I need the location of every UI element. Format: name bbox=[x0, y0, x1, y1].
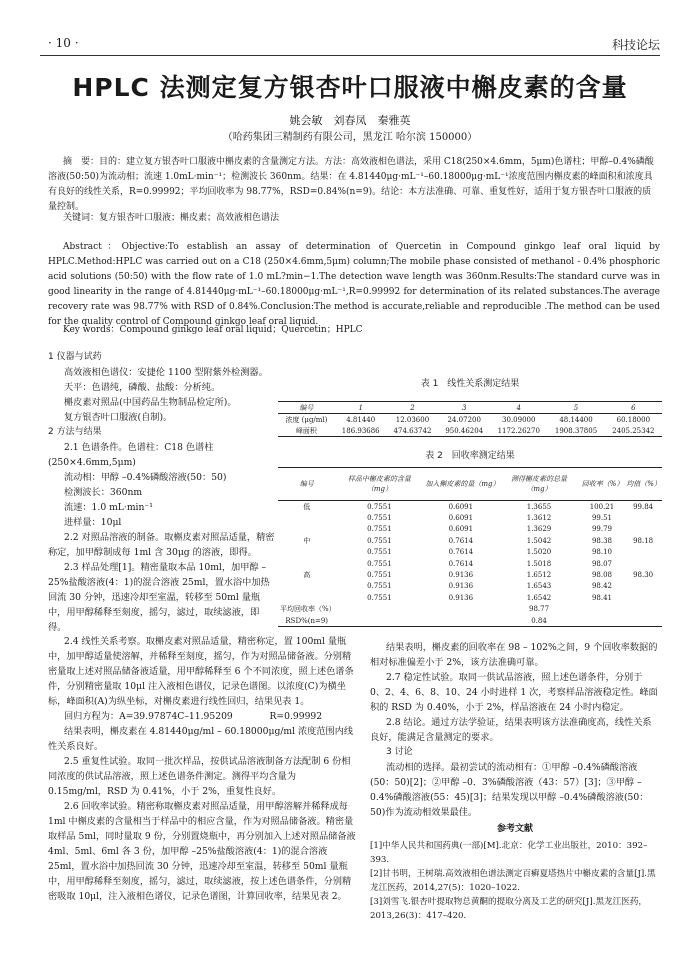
table-header-cell: 6 bbox=[605, 402, 662, 414]
table-cell: 98.30 bbox=[633, 571, 654, 580]
table-cell: 30.09000 bbox=[502, 415, 536, 424]
table-header-cell: 编号 bbox=[278, 402, 335, 414]
table-cell bbox=[278, 512, 335, 523]
abstract-cn: 摘 要：目的：建立复方银杏叶口服液中槲皮素的含量测定方法。方法：高效液相色谱法，采用 C18(250×4.6mm，5μm)色谱柱；甲醇–0.4%磷酸溶液(50:50)为流动相；流速 1.0mL·min⁻¹；检测波长 360nm。结果：在 4.81440μg·mL⁻¹–60.18000μg·mL⁻¹浓度范围内槲皮素的峰面积和浓度具有良好的线性关系，R=0.99992；平均回收率为 98.77%，RSD=0.84%(n=9)。结论：本方法准确、可靠、重复性好，适用于复方银杏叶口服液的质量控制。 bbox=[48, 157, 654, 212]
reference-item: [2]甘书明，王树瑞.高效液相色谱法测定百癣夏塔热片中槲皮素的含量[J].黑龙江医药，2014,27(5)：1020–1022. bbox=[370, 869, 656, 893]
paragraph: 2.2 对照品溶液的制备。取槲皮素对照品适量，精密称定，加甲醇制成每 1ml 含 30μg 的溶液，即得。 bbox=[48, 532, 275, 558]
paragraph: 结果表明，槲皮素的回收率在 98 – 102%之间，9 个回收率数据的相对标准偏差小于 2%，该方法准确可靠。 bbox=[370, 642, 658, 668]
table-cell: 0.6091 bbox=[448, 502, 474, 511]
paragraph: 结果表明，槲皮素在 4.81440μg/ml – 60.18000μg/ml 浓度范围内线性关系良好。 bbox=[48, 726, 354, 752]
journal-name: 科技论坛 bbox=[611, 38, 660, 52]
table-header-cell: 编号 bbox=[278, 468, 335, 501]
table-2-grid bbox=[278, 467, 662, 627]
table-cell: 1.6543 bbox=[526, 582, 552, 591]
table-cell bbox=[423, 604, 498, 615]
table-row bbox=[278, 535, 662, 546]
table-cell: 48.14400 bbox=[559, 415, 593, 424]
article-title: HPLC 法测定复方银杏叶口服液中槲皮素的含量 bbox=[72, 73, 628, 102]
table-row bbox=[278, 558, 662, 569]
paragraph: 2.3 样品处理[1]。精密量取本品 10ml，加甲醇 –25%盐酸溶液(4：1)的混合溶液 25ml，置水浴中加热回流 30 分钟，迅速冷却至室温，转移至 50ml 量瓶中，用甲醇稀释至刻度，摇匀，滤过，取续滤液，即得。 bbox=[48, 562, 270, 633]
table-cell: 中 bbox=[303, 536, 311, 545]
left-column bbox=[48, 350, 276, 635]
table-cell: 0.7551 bbox=[367, 582, 392, 591]
table-cell bbox=[278, 547, 335, 558]
table-cell: RSD%(n=9) bbox=[278, 615, 335, 627]
table-cell: 474.63742 bbox=[387, 425, 439, 437]
paragraph: 2.6 回收率试验。精密称取槲皮素对照品适量，用甲醇溶解并稀释成每 1ml 中槲皮素的含量相当于样品中的相应含量，作为对照品储备液。精密量取样品 5ml，同时量取 9 份，分别置烧瓶中，再分别加入上述对照品储备液 4ml、5ml、6ml 各 3 份，加甲醇 –25%盐酸溶液(4：1)的混合溶液 25ml，置水浴中加热回流 30 分钟，迅速冷却至室温，转移至 50ml 量瓶中，用甲醇稀释至刻度，摇匀，滤过，取续滤液，按上述色谱条件，分别精密吸取 10μl，注入液相色谱仪，记录色谱图，计算回收率，结果见表 2。 bbox=[48, 801, 356, 902]
table-cell: 0.7551 bbox=[367, 571, 392, 580]
table-cell: 1.3629 bbox=[526, 525, 552, 534]
paragraph: 进样量：10μl bbox=[64, 517, 122, 528]
paragraph: 2.4 线性关系考察。取槲皮素对照品适量，精密称定，置 100ml 量瓶中，加甲醇适量使溶解，并稀释至刻度，摇匀，作为对照品储备液。分别精密量取上述对照品储备液适量，用甲醇稀释至 6 个不同浓度，照上述色谱条件，分别精密量取 10μl 注入液相色谱仪，记录色谱图。以浓度(C)为横坐标，峰面积(A)为纵坐标，对槲皮素进行线性回归，结果见表 1。 bbox=[48, 636, 354, 707]
table-row bbox=[278, 524, 662, 535]
table-cell: 0.9136 bbox=[448, 582, 474, 591]
table-row bbox=[278, 592, 662, 603]
authors: 姚会敏 刘春凤 秦雅英 bbox=[289, 114, 411, 127]
regression-equation: 回归方程为：A=39.97874C–11.95209 R=0.99992 bbox=[64, 711, 323, 722]
references-title: 参考文献 bbox=[496, 824, 533, 834]
table-cell: 60.18000 bbox=[616, 415, 651, 424]
table-cell bbox=[423, 615, 498, 627]
table-cell: 1908.37805 bbox=[547, 425, 604, 437]
keywords-cn: 关键词：复方银杏叶口服液；槲皮素；高效液相色谱法 bbox=[63, 213, 280, 223]
table-header-cell: 1 bbox=[335, 402, 387, 414]
table-row bbox=[278, 425, 662, 437]
table-cell: 98.77 bbox=[528, 605, 550, 614]
table-row bbox=[278, 512, 662, 523]
section-heading: 2 方法与结果 bbox=[48, 427, 102, 437]
table-row bbox=[278, 615, 662, 627]
table-cell: 0.7614 bbox=[448, 548, 474, 557]
table-cell bbox=[580, 615, 625, 627]
table-1 bbox=[278, 376, 662, 437]
table-cell: 0.7551 bbox=[367, 559, 392, 568]
table-cell: 1.5042 bbox=[526, 536, 552, 545]
table-cell bbox=[335, 615, 423, 627]
table-cell bbox=[278, 581, 335, 592]
table-cell: 0.9136 bbox=[448, 571, 474, 580]
paragraph: 2.1 色谱条件。色谱柱：C18 色谱柱 (250×4.6mm,5μm) bbox=[48, 442, 214, 468]
paragraph: 槲皮素对照品(中国药品生物制品检定所)。 bbox=[64, 397, 237, 408]
table-cell: 1.5018 bbox=[526, 559, 552, 568]
table-cell bbox=[624, 615, 662, 627]
table-cell: 4.81440 bbox=[346, 415, 376, 424]
table-cell: 12.03600 bbox=[395, 415, 430, 424]
table-1-title: 表 1 线性关系测定结果 bbox=[420, 379, 520, 389]
reference-item: [1]中华人民共和国药典(一部)[M].北京：化学工业出版社，2010：392–393. bbox=[370, 841, 648, 865]
header-rule bbox=[40, 55, 660, 56]
table-cell: 0.84 bbox=[498, 615, 579, 627]
table-cell: 1.6542 bbox=[526, 593, 552, 602]
bottom-right-column bbox=[370, 640, 660, 923]
table-cell bbox=[624, 524, 662, 535]
table-row bbox=[278, 414, 662, 426]
keywords-en: Key words：Compound ginkgo leaf oral liquid；Quercetin；HPLC bbox=[63, 325, 363, 335]
table-row bbox=[278, 604, 662, 615]
table-cell: 2405.25342 bbox=[605, 425, 662, 437]
affiliation: （哈药集团三精制药有限公司，黑龙江 哈尔滨 150000） bbox=[222, 132, 478, 143]
table-header-cell: 2 bbox=[387, 402, 439, 414]
table-cell: 24.07200 bbox=[447, 415, 481, 424]
table-cell: 平均回收率（%） bbox=[280, 605, 336, 614]
table-cell: 0.7551 bbox=[367, 514, 392, 523]
table-cell bbox=[278, 524, 335, 535]
table-row bbox=[278, 501, 662, 513]
table-header-cell: 加入槲皮素的量（mg） bbox=[423, 468, 498, 501]
table-cell: 0.7551 bbox=[367, 502, 392, 511]
table-cell: 98.38 bbox=[591, 536, 612, 545]
table-cell: 98.07 bbox=[591, 559, 612, 568]
table-cell: 0.7551 bbox=[367, 593, 392, 602]
table-cell: 峰面积 bbox=[278, 425, 335, 437]
table-cell: 1.3612 bbox=[526, 514, 552, 523]
table-1-grid bbox=[278, 401, 662, 437]
table-cell: 0.6091 bbox=[448, 514, 474, 523]
table-cell bbox=[624, 547, 662, 558]
table-cell: 98.10 bbox=[591, 548, 612, 557]
table-header-cell: 5 bbox=[547, 402, 604, 414]
paragraph: 检测波长：360nm bbox=[64, 487, 143, 498]
paragraph: 流动相的选择。最初尝试的流动相有：①甲醇 –0.4%磷酸溶液(50：50)[2]；②甲醇 –0．3%磷酸溶液（43：57）[3]；③甲醇 –0.4%磷酸溶液(55：45)[3]；结果发现以甲醇 –0.4%磷酸溶液(50：50)作为流动相效果最佳。 bbox=[370, 762, 649, 818]
table-cell bbox=[624, 604, 662, 615]
paragraph: 2.8 结论。通过方法学验证，结果表明该方法准确度高，线性关系良好，能满足含量测定的要求。 bbox=[370, 717, 652, 743]
table-header-cell: 4 bbox=[490, 402, 547, 414]
paragraph: 流动相：甲醇 –0.4%磷酸溶液(50：50) bbox=[64, 472, 227, 483]
table-cell: 高 bbox=[303, 571, 311, 580]
section-heading: 3 讨论 bbox=[386, 747, 413, 757]
table-cell bbox=[624, 581, 662, 592]
table-cell: 98.41 bbox=[591, 593, 612, 602]
table-row bbox=[278, 581, 662, 592]
table-cell: 1172.26270 bbox=[490, 425, 547, 437]
abstract-en: Abstract：Objective:To establish an assay of determination of Quercetin in Compound ginkgo leaf oral liquid by HPLC.Method:HPLC was carried out on a C18 (250×4.6mm,5μm) column;The mobile phase consisted of methanol - 0.4% phosphoric acid solutions (50:50) with the flow rate of 1.0 mL?min−1.The detection wave length was 360nm.Results:The standard curve was in good linearity in the range of 4.81440μg·mL⁻¹–60.18000μg·mL⁻¹,R=0.99992 for determination of its related substances.The average recovery rate was 98.77% with RSD of 0.84%.Conclusion:The method is accurate,reliable and reproducible .The method can be used for the quality control of Compound ginkgo leaf oral liquid. bbox=[48, 242, 660, 327]
table-cell bbox=[278, 558, 335, 569]
table-cell: 浓度 (μg/ml) bbox=[285, 415, 328, 424]
table-header-cell: 3 bbox=[438, 402, 490, 414]
table-cell: 1.5020 bbox=[526, 548, 552, 557]
table-cell: 0.7614 bbox=[448, 559, 474, 568]
paragraph: 2.5 重复性试验。取同一批次样品，按供试品溶液制备方法配制 6 份相同浓度的供试品溶液，照上述色谱条件测定。测得平均含量为 0.15mg/ml，RSD 为 0.41%，小于 2%，重复性良好。 bbox=[48, 756, 351, 797]
table-2 bbox=[278, 448, 662, 627]
table-cell: 0.7551 bbox=[367, 536, 392, 545]
table-cell: 99.84 bbox=[633, 502, 654, 511]
table-cell: 98.08 bbox=[591, 571, 612, 580]
table-header-cell: 回收率（%） bbox=[580, 468, 625, 501]
table-header-cell: 测得槲皮素的总量（mg） bbox=[498, 468, 579, 501]
table-header-cell: 均值（%） bbox=[624, 468, 662, 501]
table-cell: 99.51 bbox=[591, 514, 612, 523]
table-cell: 186.93686 bbox=[335, 425, 387, 437]
table-cell: 0.7551 bbox=[367, 525, 392, 534]
paragraph: 流速：1.0 mL·min⁻¹ bbox=[64, 502, 153, 513]
table-cell: 99.79 bbox=[591, 525, 612, 534]
table-cell bbox=[624, 512, 662, 523]
table-cell: 0.6091 bbox=[448, 525, 474, 534]
table-cell: 100.21 bbox=[589, 502, 615, 511]
table-cell: 1.6512 bbox=[526, 571, 552, 580]
table-header-cell: 样品中槲皮素的含量（mg） bbox=[335, 468, 423, 501]
section-heading: 1 仪器与试药 bbox=[48, 352, 102, 362]
table-cell: 1.3655 bbox=[526, 502, 552, 511]
table-cell: 低 bbox=[303, 502, 311, 511]
table-cell: 0.7614 bbox=[448, 536, 474, 545]
table-cell: 950.46204 bbox=[438, 425, 490, 437]
table-cell: 0.9136 bbox=[448, 593, 474, 602]
table-cell bbox=[278, 592, 335, 603]
table-cell: 0.7551 bbox=[367, 548, 392, 557]
table-cell: 98.18 bbox=[633, 536, 654, 545]
table-2-title: 表 2 回收率测定结果 bbox=[425, 451, 515, 461]
paragraph: 复方银杏叶口服液(自制)。 bbox=[64, 412, 173, 423]
reference-item: [3]刘雪飞.银杏叶提取物总黄酮的提取分离及工艺的研究[J].黑龙江医药，2013,26(3)：417–420. bbox=[370, 897, 648, 921]
paragraph: 天平：色谱纯，磷酸、盐酸：分析纯。 bbox=[64, 382, 221, 393]
page-number: · 10 · bbox=[48, 36, 79, 50]
table-cell: 98.42 bbox=[591, 582, 612, 591]
table-cell bbox=[335, 604, 423, 615]
table-row bbox=[278, 547, 662, 558]
table-cell bbox=[624, 558, 662, 569]
paragraph: 2.7 稳定性试验。取同一供试品溶液，照上述色谱条件，分别于 0、2、4、6、8、10、24 小时进样 1 次，考察样品溶液稳定性。峰面积的 RSD 为 0.40%，小于 2%，样品溶液在 24 小时内稳定。 bbox=[370, 672, 658, 713]
bottom-left-column bbox=[48, 634, 356, 904]
table-row bbox=[278, 569, 662, 580]
paragraph: 高效液相色谱仪：安捷伦 1100 型附紫外检测器。 bbox=[64, 367, 268, 378]
table-cell bbox=[580, 604, 625, 615]
table-cell bbox=[624, 592, 662, 603]
